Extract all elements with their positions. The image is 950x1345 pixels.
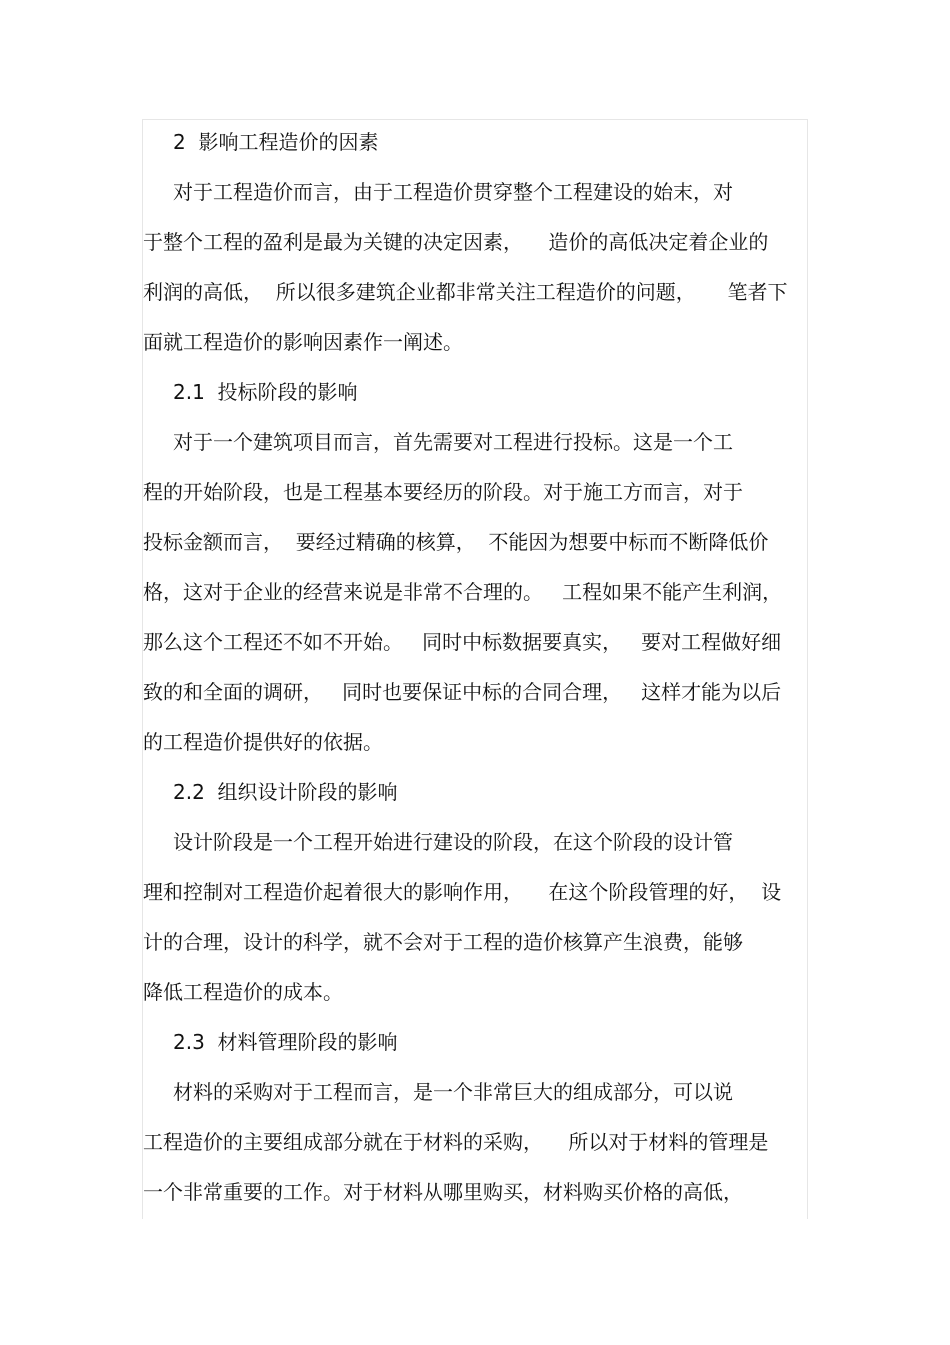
paragraph-line: 一个非常重要的工作。对于材料从哪里购买，材料购买价格的高低，: [143, 1180, 743, 1204]
paragraph-line: 理和控制对工程造价起着很大的影响作用， 在这个阶段管理的好， 设: [143, 880, 782, 904]
paragraph-line: 于整个工程的盈利是最为关键的决定因素， 造价的高低决定着企业的: [143, 230, 769, 254]
paragraph-line: 降低工程造价的成本。: [143, 980, 343, 1004]
paragraph-line: 格，这对于企业的经营来说是非常不合理的。 工程如果不能产生利润，: [143, 580, 783, 604]
paragraph-line: 工程造价的主要组成部分就在于材料的采购， 所以对于材料的管理是: [143, 1130, 769, 1154]
paragraph-line: 利润的高低， 所以很多建筑企业都非常关注工程造价的问题， 笔者下: [143, 280, 788, 304]
paragraph-line: 致的和全面的调研， 同时也要保证中标的合同合理， 这样才能为以后: [143, 680, 782, 704]
paragraph-line: 的工程造价提供好的依据。: [143, 730, 383, 754]
paragraph-line: 程的开始阶段，也是工程基本要经历的阶段。对于施工方而言，对于: [143, 480, 743, 504]
paragraph-line: 材料的采购对于工程而言，是一个非常巨大的组成部分，可以说: [173, 1080, 733, 1104]
paragraph-line: 对于一个建筑项目而言，首先需要对工程进行投标。这是一个工: [173, 430, 733, 454]
paragraph-line: 面就工程造价的影响因素作一阐述。: [143, 330, 463, 354]
section-heading-2-2: 2.2 组织设计阶段的影响: [173, 780, 398, 804]
section-heading-2-3: 2.3 材料管理阶段的影响: [173, 1030, 398, 1054]
section-heading-2: 2 影响工程造价的因素: [173, 130, 379, 154]
paragraph-line: 设计阶段是一个工程开始进行建设的阶段，在这个阶段的设计管: [173, 830, 733, 854]
paragraph-line: 那么这个工程还不如不开始。 同时中标数据要真实， 要对工程做好细: [143, 630, 782, 654]
paragraph-line: 投标金额而言， 要经过精确的核算， 不能因为想要中标而不断降低价: [143, 530, 769, 554]
section-heading-2-1: 2.1 投标阶段的影响: [173, 380, 358, 404]
paragraph-line: 计的合理，设计的科学，就不会对于工程的造价核算产生浪费，能够: [143, 930, 743, 954]
paragraph-line: 对于工程造价而言，由于工程造价贯穿整个工程建设的始末，对: [173, 180, 733, 204]
